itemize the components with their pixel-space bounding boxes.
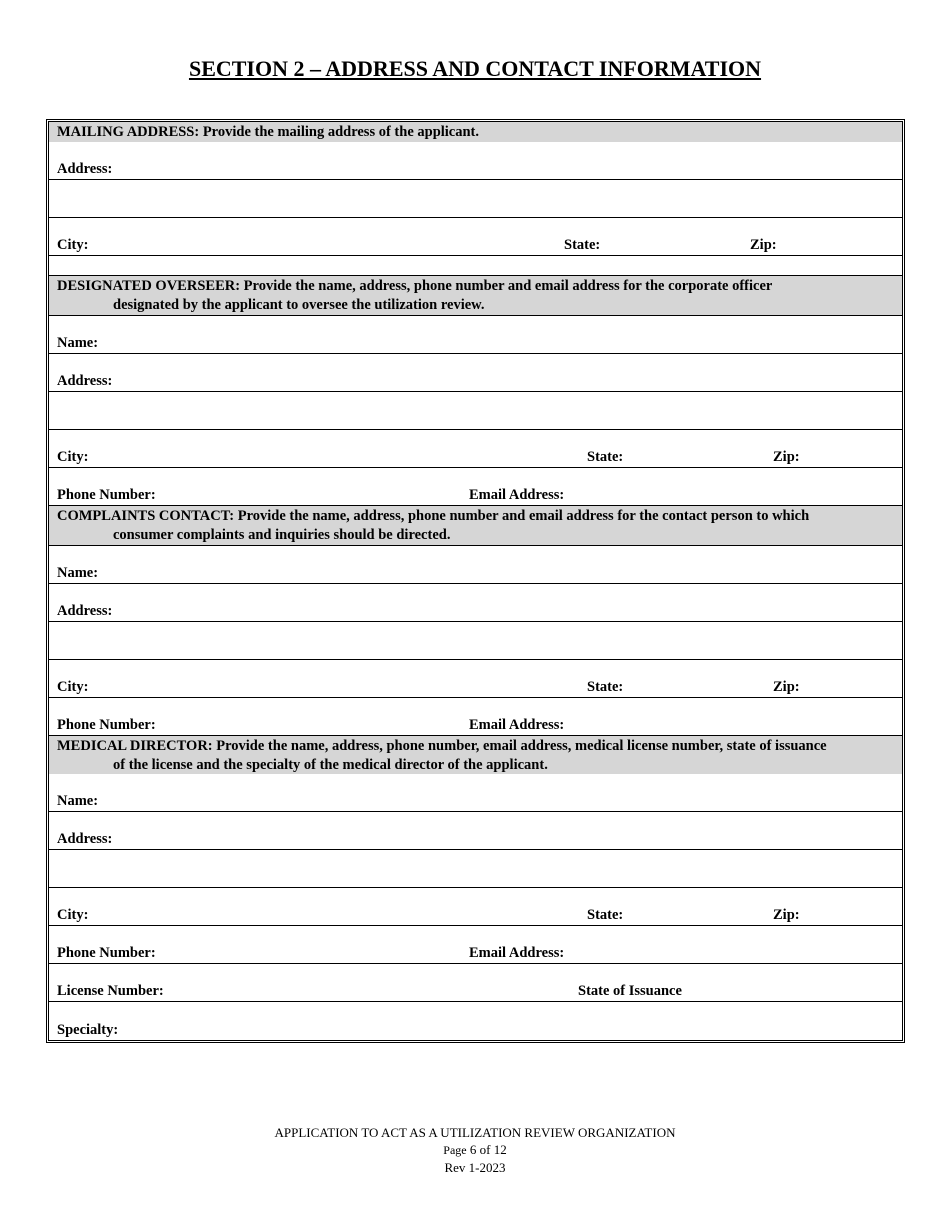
medical-address-field[interactable] bbox=[49, 812, 902, 850]
revision: Rev 1-2023 bbox=[444, 1160, 506, 1175]
medical-phone-email-row[interactable] bbox=[49, 926, 902, 964]
email-label: Email Address: bbox=[469, 487, 565, 503]
medical-license-row[interactable] bbox=[49, 964, 902, 1002]
medical-name-field[interactable] bbox=[49, 774, 902, 812]
state-label: State: bbox=[564, 237, 601, 253]
spacer-row bbox=[49, 256, 902, 276]
overseer-address-line2-field[interactable] bbox=[49, 392, 902, 430]
overseer-header: DESIGNATED OVERSEER: Provide the name, address, phone number and email address for the corporate officer designated by the applicant to oversee the utilization review. bbox=[49, 276, 902, 316]
complaints-header: COMPLAINTS CONTACT: Provide the name, address, phone number and email address for the contact person to which consumer complaints and inquiries should be directed. bbox=[49, 506, 902, 546]
address-label: Address: bbox=[57, 603, 113, 619]
footer-title: APPLICATION TO ACT AS A UTILIZATION REVIEW ORGANIZATION bbox=[274, 1125, 676, 1140]
complaints-name-field[interactable] bbox=[49, 546, 902, 584]
medical-specialty-field[interactable] bbox=[49, 1002, 902, 1040]
overseer-phone-email-row[interactable] bbox=[49, 468, 902, 506]
phone-label: Phone Number: bbox=[57, 717, 156, 733]
address-label: Address: bbox=[57, 373, 113, 389]
phone-label: Phone Number: bbox=[57, 487, 156, 503]
name-label: Name: bbox=[57, 565, 99, 581]
page-footer bbox=[0, 1124, 950, 1176]
city-label: City: bbox=[57, 907, 89, 923]
overseer-address-field[interactable] bbox=[49, 354, 902, 392]
address-label: Address: bbox=[57, 831, 113, 847]
complaints-address-line2-field[interactable] bbox=[49, 622, 902, 660]
phone-label: Phone Number: bbox=[57, 945, 156, 961]
mailing-address-line2-field[interactable] bbox=[49, 180, 902, 218]
zip-label: Zip: bbox=[773, 907, 800, 923]
state-label: State: bbox=[587, 907, 624, 923]
email-label: Email Address: bbox=[469, 945, 565, 961]
license-number-label: License Number: bbox=[57, 983, 164, 999]
zip-label: Zip: bbox=[773, 679, 800, 695]
name-label: Name: bbox=[57, 335, 99, 351]
overseer-city-row[interactable] bbox=[49, 430, 902, 468]
overseer-name-field[interactable] bbox=[49, 316, 902, 354]
complaints-city-row[interactable] bbox=[49, 660, 902, 698]
mailing-city-row[interactable] bbox=[49, 218, 902, 256]
zip-label: Zip: bbox=[750, 237, 777, 253]
address-label: Address: bbox=[57, 161, 113, 177]
complaints-address-field[interactable] bbox=[49, 584, 902, 622]
mailing-address-header: MAILING ADDRESS: Provide the mailing address of the applicant. bbox=[49, 122, 902, 142]
page-title: SECTION 2 – ADDRESS AND CONTACT INFORMATION bbox=[188, 56, 762, 81]
city-label: City: bbox=[57, 449, 89, 465]
state-label: State: bbox=[587, 449, 624, 465]
state-of-issuance-label: State of Issuance bbox=[578, 983, 682, 999]
mailing-address-field[interactable] bbox=[49, 142, 902, 180]
email-label: Email Address: bbox=[469, 717, 565, 733]
specialty-label: Specialty: bbox=[57, 1022, 119, 1038]
state-label: State: bbox=[587, 679, 624, 695]
page-number: Page 6 of 12 bbox=[443, 1142, 507, 1157]
zip-label: Zip: bbox=[773, 449, 800, 465]
contact-form bbox=[46, 119, 905, 1043]
complaints-phone-email-row[interactable] bbox=[49, 698, 902, 736]
name-label: Name: bbox=[57, 793, 99, 809]
medical-city-row[interactable] bbox=[49, 888, 902, 926]
medical-director-header: MEDICAL DIRECTOR: Provide the name, address, phone number, email address, medical license number, state of issuance of the license and the specialty of the medical director of the applicant. bbox=[49, 736, 902, 774]
city-label: City: bbox=[57, 679, 89, 695]
medical-address-line2-field[interactable] bbox=[49, 850, 902, 888]
city-label: City: bbox=[57, 237, 89, 253]
